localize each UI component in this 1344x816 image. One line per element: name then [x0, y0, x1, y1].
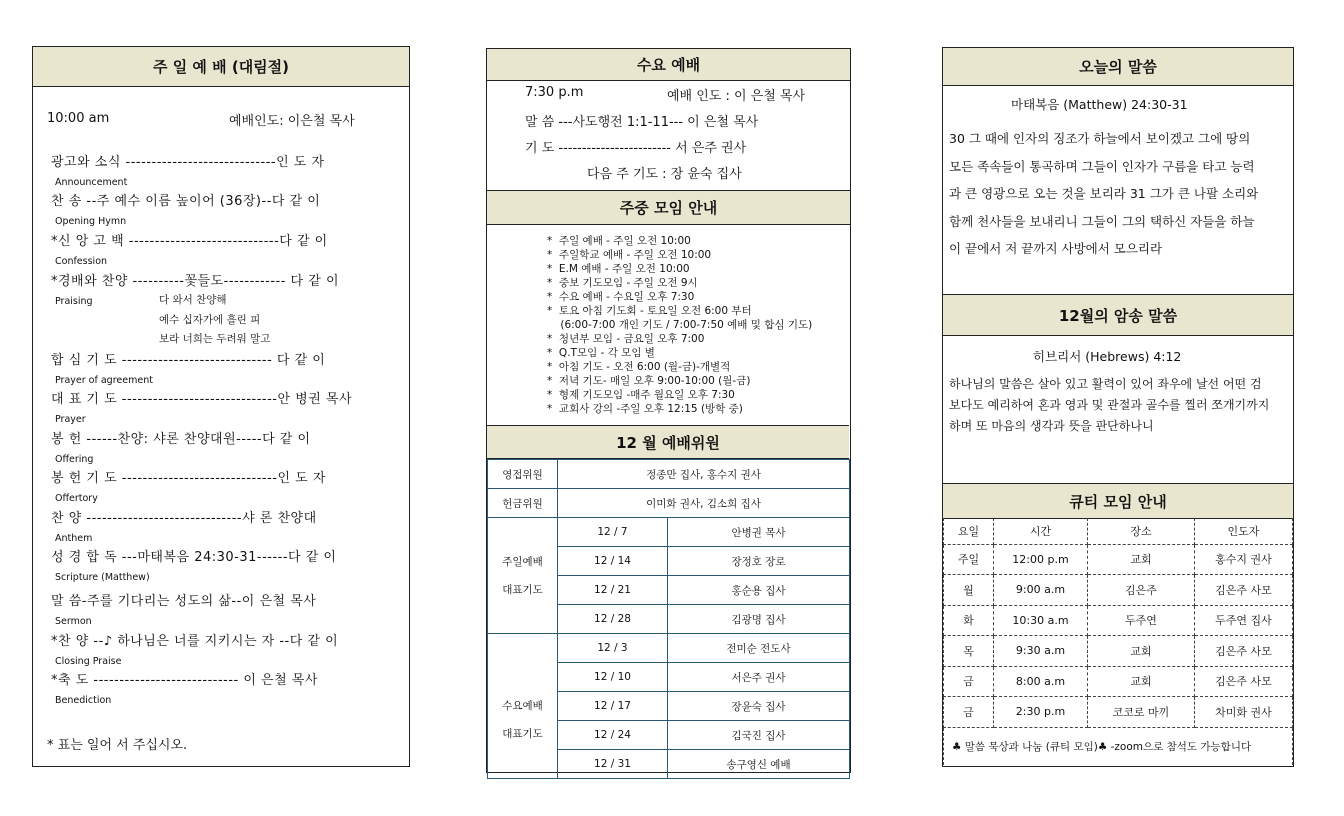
order-item-title: *신 앙 고 백 -----------------------------다 같 이	[51, 234, 328, 249]
wednesday-prayer-label	[488, 634, 558, 779]
qt-place: 교회	[1088, 666, 1195, 697]
memory-ref: 히브리서 (Hebrews) 4:12	[1033, 349, 1182, 364]
wednesday-prayer-label-2: 대표기도	[502, 728, 543, 740]
greeter-label: 영접위원	[488, 460, 558, 489]
qt-row	[944, 575, 1293, 606]
qt-row	[944, 544, 1293, 575]
praise-line: 다 와서 찬양해	[159, 294, 227, 306]
duty-date: 12 / 14	[558, 547, 668, 576]
weekly-item: * 교회사 강의 -주일 오후 12:15 (방학 중)	[547, 403, 743, 415]
wednesday-next-prayer: 다음 주 기도 : 장 윤숙 집사	[587, 167, 742, 182]
order-item-english: Praising	[55, 296, 93, 307]
duty-name: 송구영신 예배	[668, 750, 850, 779]
order-item-english: Closing Praise	[55, 656, 122, 667]
qt-header-leader: 인도자	[1195, 518, 1293, 544]
sunday-leader: 예배인도: 이은철 목사	[229, 114, 355, 129]
qt-leader: 김은주 사모	[1195, 575, 1293, 606]
qt-header-place: 장소	[1088, 518, 1195, 544]
today-word-ref: 마태복음 (Matthew) 24:30-31	[1011, 97, 1188, 112]
duty-date: 12 / 3	[558, 634, 668, 663]
verse-line: 과 큰 영광으로 오는 것을 보리라 31 그가 큰 나팔 소리와	[949, 186, 1259, 201]
duty-name: 서은주 권사	[668, 663, 850, 692]
duty-date: 12 / 10	[558, 663, 668, 692]
sunday-prayer-label-1: 주일예배	[502, 555, 543, 568]
qt-place: 교회	[1088, 544, 1195, 575]
duty-title: 12 월 예배위원	[487, 425, 849, 459]
duty-name: 전미순 전도사	[668, 634, 850, 663]
sunday-worship-panel	[32, 46, 410, 767]
memory-text	[949, 374, 1269, 437]
verse-line: 함께 천사들을 보내리니 그들이 그의 택하신 자들을 하늘	[949, 213, 1255, 229]
duty-name: 장정호 장로	[668, 547, 850, 576]
qt-place: 두주연	[1088, 605, 1195, 636]
order-item-title: 말 씀-주를 기다리는 성도의 삶--이 은철 목사	[51, 594, 317, 609]
verse-line: 모든 족속들이 통곡하며 그들이 인자가 구름을 타고 능력	[949, 158, 1255, 174]
qt-time: 2:30 p.m	[994, 697, 1088, 728]
qt-row	[944, 666, 1293, 697]
wednesday-title: 수요 예배	[487, 49, 850, 81]
today-word-text	[949, 125, 1258, 263]
standing-note: * 표는 일어 서 주십시오.	[47, 738, 188, 753]
order-item-title: *찬 양 --♪ 하나님은 너를 지키시는 자 --다 같 이	[51, 634, 339, 649]
qt-day: 금	[944, 666, 994, 697]
weekly-item: * 토요 아침 기도회 - 토요일 오전 6:00 부터	[547, 305, 752, 317]
order-item-title: 성 경 합 독 ---마태복음 24:30-31------다 같 이	[51, 550, 337, 565]
sunday-prayer-label-2: 대표기도	[502, 583, 543, 596]
qt-time: 8:00 a.m	[994, 666, 1088, 697]
duty-date: 12 / 31	[558, 750, 668, 779]
qt-table	[943, 518, 1293, 765]
order-item-english: Benediction	[55, 695, 112, 706]
duty-name: 김국진 집사	[668, 721, 850, 750]
duty-name: 안병권 목사	[668, 518, 850, 547]
weekly-item: * 청년부 모임 - 금요일 오후 7:00	[547, 333, 705, 345]
order-item-title: *축 도 ---------------------------- 이 은철 목사	[51, 673, 318, 688]
order-item-english: Announcement	[55, 177, 128, 188]
memory-title: 12월의 암송 말씀	[943, 294, 1293, 336]
weekly-item: * Q.T모임 - 각 모임 별	[547, 347, 655, 359]
sunday-time: 10:00 am	[47, 111, 110, 126]
verse-line: 30 그 때에 인자의 징조가 하늘에서 보이겠고 그에 땅의	[949, 131, 1251, 146]
duty-table	[487, 459, 850, 779]
qt-row	[944, 697, 1293, 728]
qt-day: 목	[944, 636, 994, 667]
order-item-title: 봉 헌 기 도 ------------------------------인 도 자	[51, 471, 326, 486]
weekly-item: * 형제 기도모임 -매주 월요일 오후 7:30	[547, 389, 735, 401]
order-item-english: Prayer	[55, 414, 86, 425]
duty-date: 12 / 7	[558, 518, 668, 547]
memory-line: 하나님의 말씀은 살아 있고 활력이 있어 좌우에 날선 어떤 검	[949, 377, 1262, 391]
weekly-item: * 주일 예배 - 주일 오전 10:00	[547, 235, 691, 247]
order-item-title: *경배와 찬양 ----------꽃들도------------ 다 같 이	[51, 274, 339, 289]
qt-header-time: 시간	[994, 518, 1088, 544]
right-panel	[942, 47, 1294, 767]
offering-names: 이미화 권사, 김소희 집사	[558, 489, 850, 518]
sunday-prayer-label	[488, 518, 558, 634]
weekly-item: * 수요 예배 - 수요일 오후 7:30	[547, 291, 695, 303]
memory-line: 보다도 예리하여 혼과 영과 및 관절과 골수를 찔러 쪼개기까지	[949, 398, 1270, 412]
duty-name: 홍순용 집사	[668, 576, 850, 605]
middle-panel	[486, 48, 851, 773]
qt-header-day: 요일	[944, 518, 994, 544]
duty-date: 12 / 28	[558, 605, 668, 634]
order-item-title: 합 심 기 도 ----------------------------- 다 같 이	[51, 353, 326, 368]
weekly-item: (6:00-7:00 개인 기도 / 7:00-7:50 예배 및 합심 기도)	[547, 319, 813, 331]
greeter-names: 정종만 집사, 홍수지 권사	[558, 460, 850, 489]
qt-leader: 홍수지 권사	[1195, 544, 1293, 575]
today-word-title: 오늘의 말씀	[943, 48, 1293, 86]
qt-leader: 차미화 권사	[1195, 697, 1293, 728]
duty-date: 12 / 24	[558, 721, 668, 750]
qt-leader: 김은주 사모	[1195, 636, 1293, 667]
qt-day: 화	[944, 605, 994, 636]
order-item-english: Offering	[55, 454, 94, 465]
order-item-english: Offertory	[55, 493, 98, 504]
weekly-title: 주중 모임 안내	[487, 190, 850, 225]
qt-row	[944, 605, 1293, 636]
order-item-title: 찬 송 --주 예수 이름 높이어 (36장)--다 같 이	[51, 194, 321, 209]
weekly-item: * 중보 기도모임 - 주일 오전 9시	[547, 277, 698, 289]
qt-day: 금	[944, 697, 994, 728]
order-item-english: Confession	[55, 256, 108, 267]
offering-label: 헌금위원	[488, 489, 558, 518]
duty-date: 12 / 17	[558, 692, 668, 721]
weekly-item: * 주일학교 예배 - 주일 오전 10:00	[547, 249, 712, 261]
wednesday-sermon: 말 씀 ---사도행전 1:1-11--- 이 은철 목사	[525, 115, 759, 130]
praise-line: 예수 십자가에 흘린 피	[159, 314, 261, 326]
duty-name: 김광명 집사	[668, 605, 850, 634]
qt-place: 교회	[1088, 636, 1195, 667]
weekly-item: * 저녁 기도- 매일 오후 9:00-10:00 (월-금)	[547, 375, 751, 387]
order-item-title: 대 표 기 도 ------------------------------안 병권 목사	[51, 392, 353, 407]
order-item-english: Sermon	[55, 616, 92, 627]
sunday-title: 주 일 예 배 (대림절)	[33, 47, 409, 87]
duty-date: 12 / 21	[558, 576, 668, 605]
qt-place: 김은주	[1088, 575, 1195, 606]
order-item-title: 봉 헌 ------찬양: 샤론 찬양대원-----다 같 이	[51, 432, 311, 447]
qt-leader: 두주연 집사	[1195, 605, 1293, 636]
qt-leader: 김은주 사모	[1195, 666, 1293, 697]
qt-title: 큐티 모임 안내	[943, 483, 1293, 519]
wednesday-time: 7:30 p.m	[525, 85, 584, 100]
wednesday-leader: 예배 인도 : 이 은철 목사	[667, 89, 806, 104]
qt-row	[944, 636, 1293, 667]
qt-place: 코코로 마끼	[1088, 697, 1195, 728]
wednesday-prayer-label-1: 수요예배	[502, 700, 543, 712]
wednesday-prayer: 기 도 ------------------------ 서 은주 권사	[525, 141, 747, 156]
weekly-item: * 아침 기도 - 오전 6:00 (월-금)-개별적	[547, 361, 731, 373]
order-item-english: Scripture (Matthew)	[55, 572, 150, 583]
qt-time: 10:30 a.m	[994, 605, 1088, 636]
qt-day: 월	[944, 575, 994, 606]
qt-time: 9:30 a.m	[994, 636, 1088, 667]
order-item-title: 광고와 소식 -----------------------------인 도 자	[51, 155, 325, 170]
qt-day: 주일	[944, 544, 994, 575]
order-item-english: Prayer of agreement	[55, 375, 153, 386]
weekly-item: * E.M 예배 - 주일 오전 10:00	[547, 263, 690, 275]
verse-line: 이 끝에서 저 끝까지 사방에서 모으리라	[949, 241, 1163, 256]
qt-time: 9:00 a.m	[994, 575, 1088, 606]
qt-footer: ♣ 말씀 묵상과 나눔 (큐티 모임)♣ -zoom으로 참석도 가능합니다	[944, 727, 1293, 765]
memory-line: 하며 또 마음의 생각과 뜻을 판단하나니	[949, 419, 1154, 433]
weekly-list	[547, 234, 812, 416]
duty-name: 장윤숙 집사	[668, 692, 850, 721]
order-item-english: Anthem	[55, 533, 93, 544]
order-item-title: 찬 양 ------------------------------샤 론 찬양대	[51, 511, 317, 526]
praise-line: 보라 너희는 두려워 말고	[159, 333, 271, 345]
order-item-english: Opening Hymn	[55, 216, 127, 227]
qt-time: 12:00 p.m	[994, 544, 1088, 575]
